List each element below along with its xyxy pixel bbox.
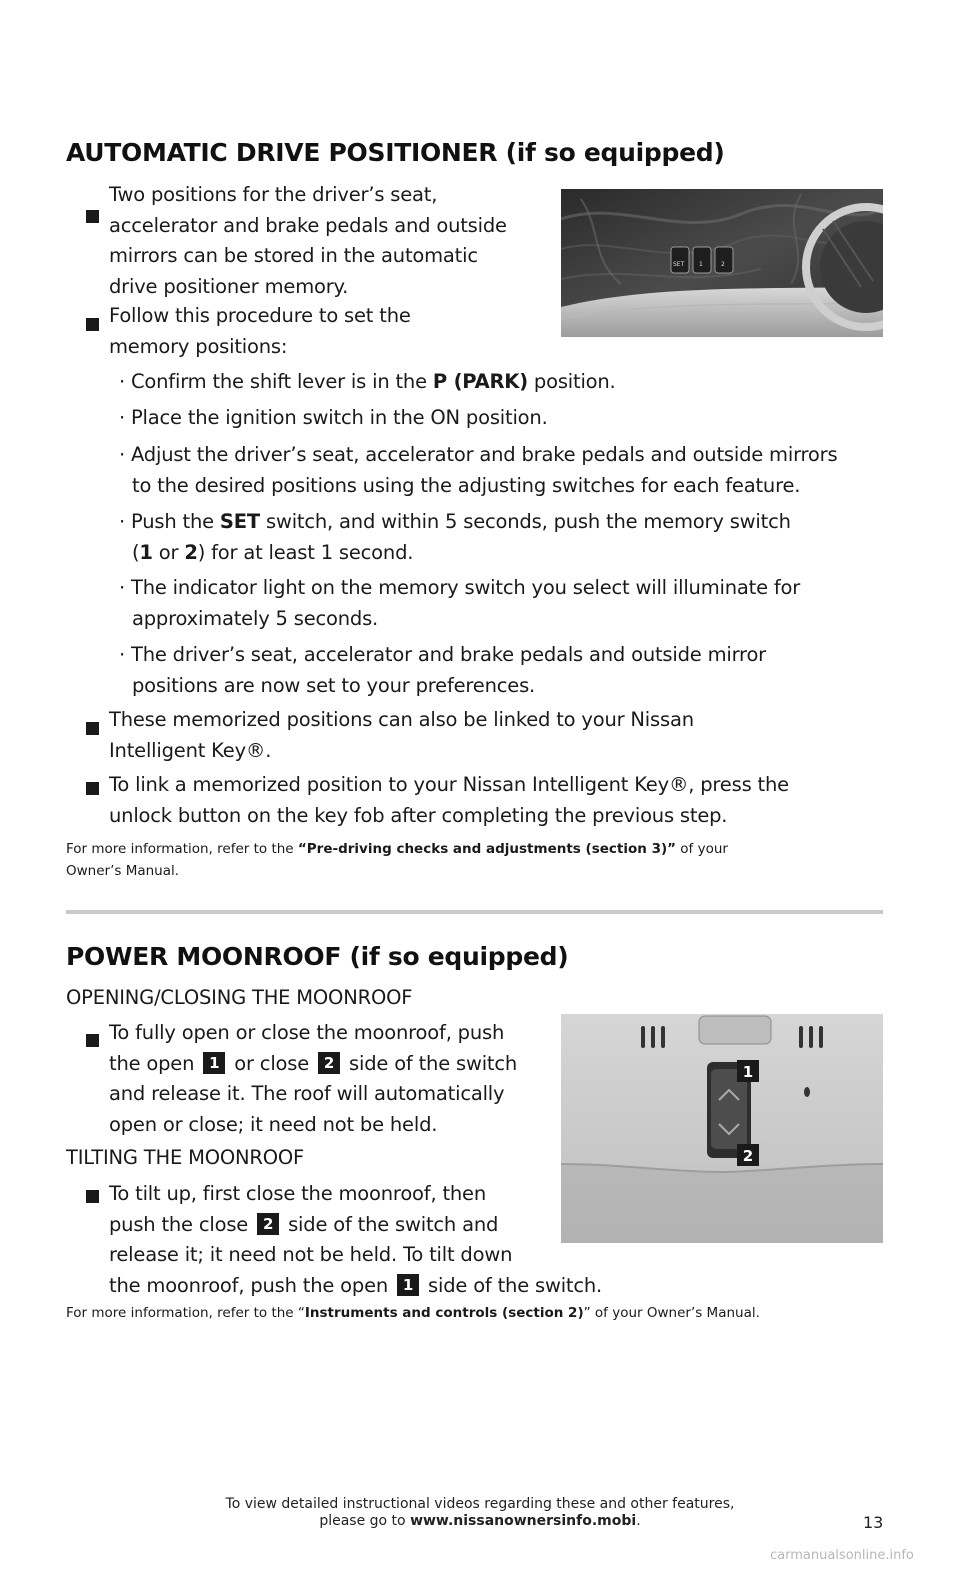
section-reference: “Pre-driving checks and adjustments (section 3)”: [297, 841, 676, 857]
text-line: These memorized positions can also be linked to your Nissan: [109, 708, 694, 731]
text: For more information, refer to the: [66, 841, 298, 857]
photo-label-set: SET: [673, 261, 685, 268]
footer-line: To view detailed instructional videos regarding these and other features,: [225, 1496, 735, 1512]
text-line: [109, 1210, 602, 1241]
text: The indicator light on the memory switch you select will illuminate for: [131, 576, 801, 599]
bullet-tilt: [109, 1179, 602, 1301]
badge-1: 1: [397, 1274, 419, 1296]
text-line: mirrors can be stored in the automatic: [109, 244, 478, 267]
text: Adjust the driver’s seat, accelerator and brake pedals and outside mirrors: [131, 443, 838, 466]
photo-label-2: 2: [721, 261, 725, 268]
section-title-automatic-drive-positioner: AUTOMATIC DRIVE POSITIONER (if so equipped): [66, 138, 725, 167]
text-line: unlock button on the key fob after completing the previous step.: [109, 803, 728, 827]
footer-videos-note: [0, 1496, 960, 1530]
watermark: carmanualsonline.info: [770, 1548, 914, 1563]
emphasis: 1: [139, 540, 153, 564]
text: .: [636, 1513, 641, 1529]
text: For more information, refer to the “: [66, 1305, 305, 1321]
text-line: accelerator and brake pedals and outside: [109, 213, 507, 237]
text: or: [152, 540, 185, 564]
text-line: [109, 1271, 602, 1302]
text-line: memory positions:: [109, 334, 288, 358]
footer-line: [0, 1513, 960, 1530]
text-line: release it; it need not be held. To tilt down: [109, 1243, 513, 1266]
bullet-open-close: [109, 1018, 517, 1140]
subheading-tilting: TILTING THE MOONROOF: [66, 1146, 305, 1169]
text-line: and release it. The roof will automatically: [109, 1082, 505, 1105]
step-adjust: · Adjust the driver’s seat, accelerator and brake pedals and outside mirrors to the desired positions using the adjusting switches for each feature.: [119, 440, 837, 501]
step-positions-set: · The driver’s seat, accelerator and brake pedals and outside mirror positions are now set to your preferences.: [119, 640, 766, 701]
emphasis: SET: [219, 510, 260, 533]
photo-label-1: 1: [699, 261, 703, 268]
text: push the close: [109, 1212, 255, 1236]
text: or close: [228, 1051, 316, 1075]
text: Place the ignition switch in the ON position.: [131, 406, 548, 429]
text: positions are now set to your preferences.: [132, 673, 536, 697]
text: to the desired positions using the adjusting switches for each feature.: [132, 473, 801, 497]
bullet-square-icon: [86, 318, 99, 331]
website-link[interactable]: www.nissanownersinfo.mobi: [410, 1513, 637, 1529]
emphasis: 2: [184, 540, 198, 564]
text-line: Intelligent Key®.: [109, 738, 272, 762]
moonroof-switch-photo: [561, 1014, 883, 1243]
text: (: [132, 540, 140, 564]
bullet-follow-procedure: [109, 301, 411, 362]
text-line: To fully open or close the moonroof, push: [109, 1021, 505, 1044]
text-line: open or close; it need not be held.: [109, 1112, 438, 1136]
text: the open: [109, 1051, 201, 1075]
text: Confirm the shift lever is in the: [131, 370, 433, 393]
text-line: To link a memorized position to your Nissan Intelligent Key®, press the: [109, 773, 789, 796]
bullet-stored-positions: [109, 180, 507, 302]
badge-2: 2: [318, 1052, 340, 1074]
photo-badge-2: 2: [742, 1147, 754, 1165]
text: ” of your Owner’s Manual.: [583, 1305, 760, 1321]
text-line: [109, 1049, 517, 1080]
text: The driver’s seat, accelerator and brake pedals and outside mirror: [131, 643, 766, 666]
text-line: Follow this procedure to set the: [109, 304, 411, 327]
text: the moonroof, push the open: [109, 1273, 395, 1297]
section-title-power-moonroof: POWER MOONROOF (if so equipped): [66, 942, 569, 971]
section-divider: [66, 910, 883, 914]
text: Owner’s Manual.: [66, 863, 180, 879]
bullet-unlock-button: [109, 770, 789, 831]
text: switch, and within 5 seconds, push the memory switch: [259, 510, 791, 533]
text: of your: [676, 841, 728, 857]
door-panel-memory-switch-photo: [561, 189, 883, 337]
step-confirm-park: · Confirm the shift lever is in the P (PARK) position.: [119, 370, 616, 393]
text-line: To tilt up, first close the moonroof, then: [109, 1182, 487, 1205]
subheading-opening-closing: OPENING/CLOSING THE MOONROOF: [66, 986, 413, 1009]
text: side of the switch: [343, 1051, 518, 1075]
text: Push the: [131, 510, 220, 533]
text-line: drive positioner memory.: [109, 274, 349, 298]
badge-1: 1: [203, 1052, 225, 1074]
step-ignition-on: · Place the ignition switch in the ON position.: [119, 406, 548, 429]
photo-badge-1: 1: [742, 1063, 754, 1081]
bullet-square-icon: [86, 782, 99, 795]
step-push-set: · Push the SET switch, and within 5 seconds, push the memory switch (1 or 2) for at least 1 second.: [119, 510, 791, 564]
text: side of the switch.: [422, 1273, 603, 1297]
step-indicator-light: · The indicator light on the memory switch you select will illuminate for approximately 5 seconds.: [119, 573, 800, 634]
bullet-square-icon: [86, 722, 99, 735]
bullet-square-icon: [86, 1034, 99, 1047]
moonroof-more-info-note: [66, 1302, 760, 1324]
emphasis: P (PARK): [432, 370, 528, 393]
text: please go to: [319, 1513, 411, 1529]
bullet-link-intelligent-key: [109, 705, 694, 766]
text: position.: [527, 370, 616, 393]
section-reference: Instruments and controls (section 2): [304, 1305, 584, 1321]
adp-more-info-note: [66, 838, 728, 882]
bullet-square-icon: [86, 210, 99, 223]
text: ) for at least 1 second.: [197, 540, 414, 564]
text-line: Two positions for the driver’s seat,: [109, 183, 438, 206]
bullet-square-icon: [86, 1190, 99, 1203]
text: side of the switch and: [282, 1212, 499, 1236]
page-number: 13: [863, 1513, 884, 1532]
badge-2: 2: [257, 1213, 279, 1235]
text: approximately 5 seconds.: [132, 606, 379, 630]
